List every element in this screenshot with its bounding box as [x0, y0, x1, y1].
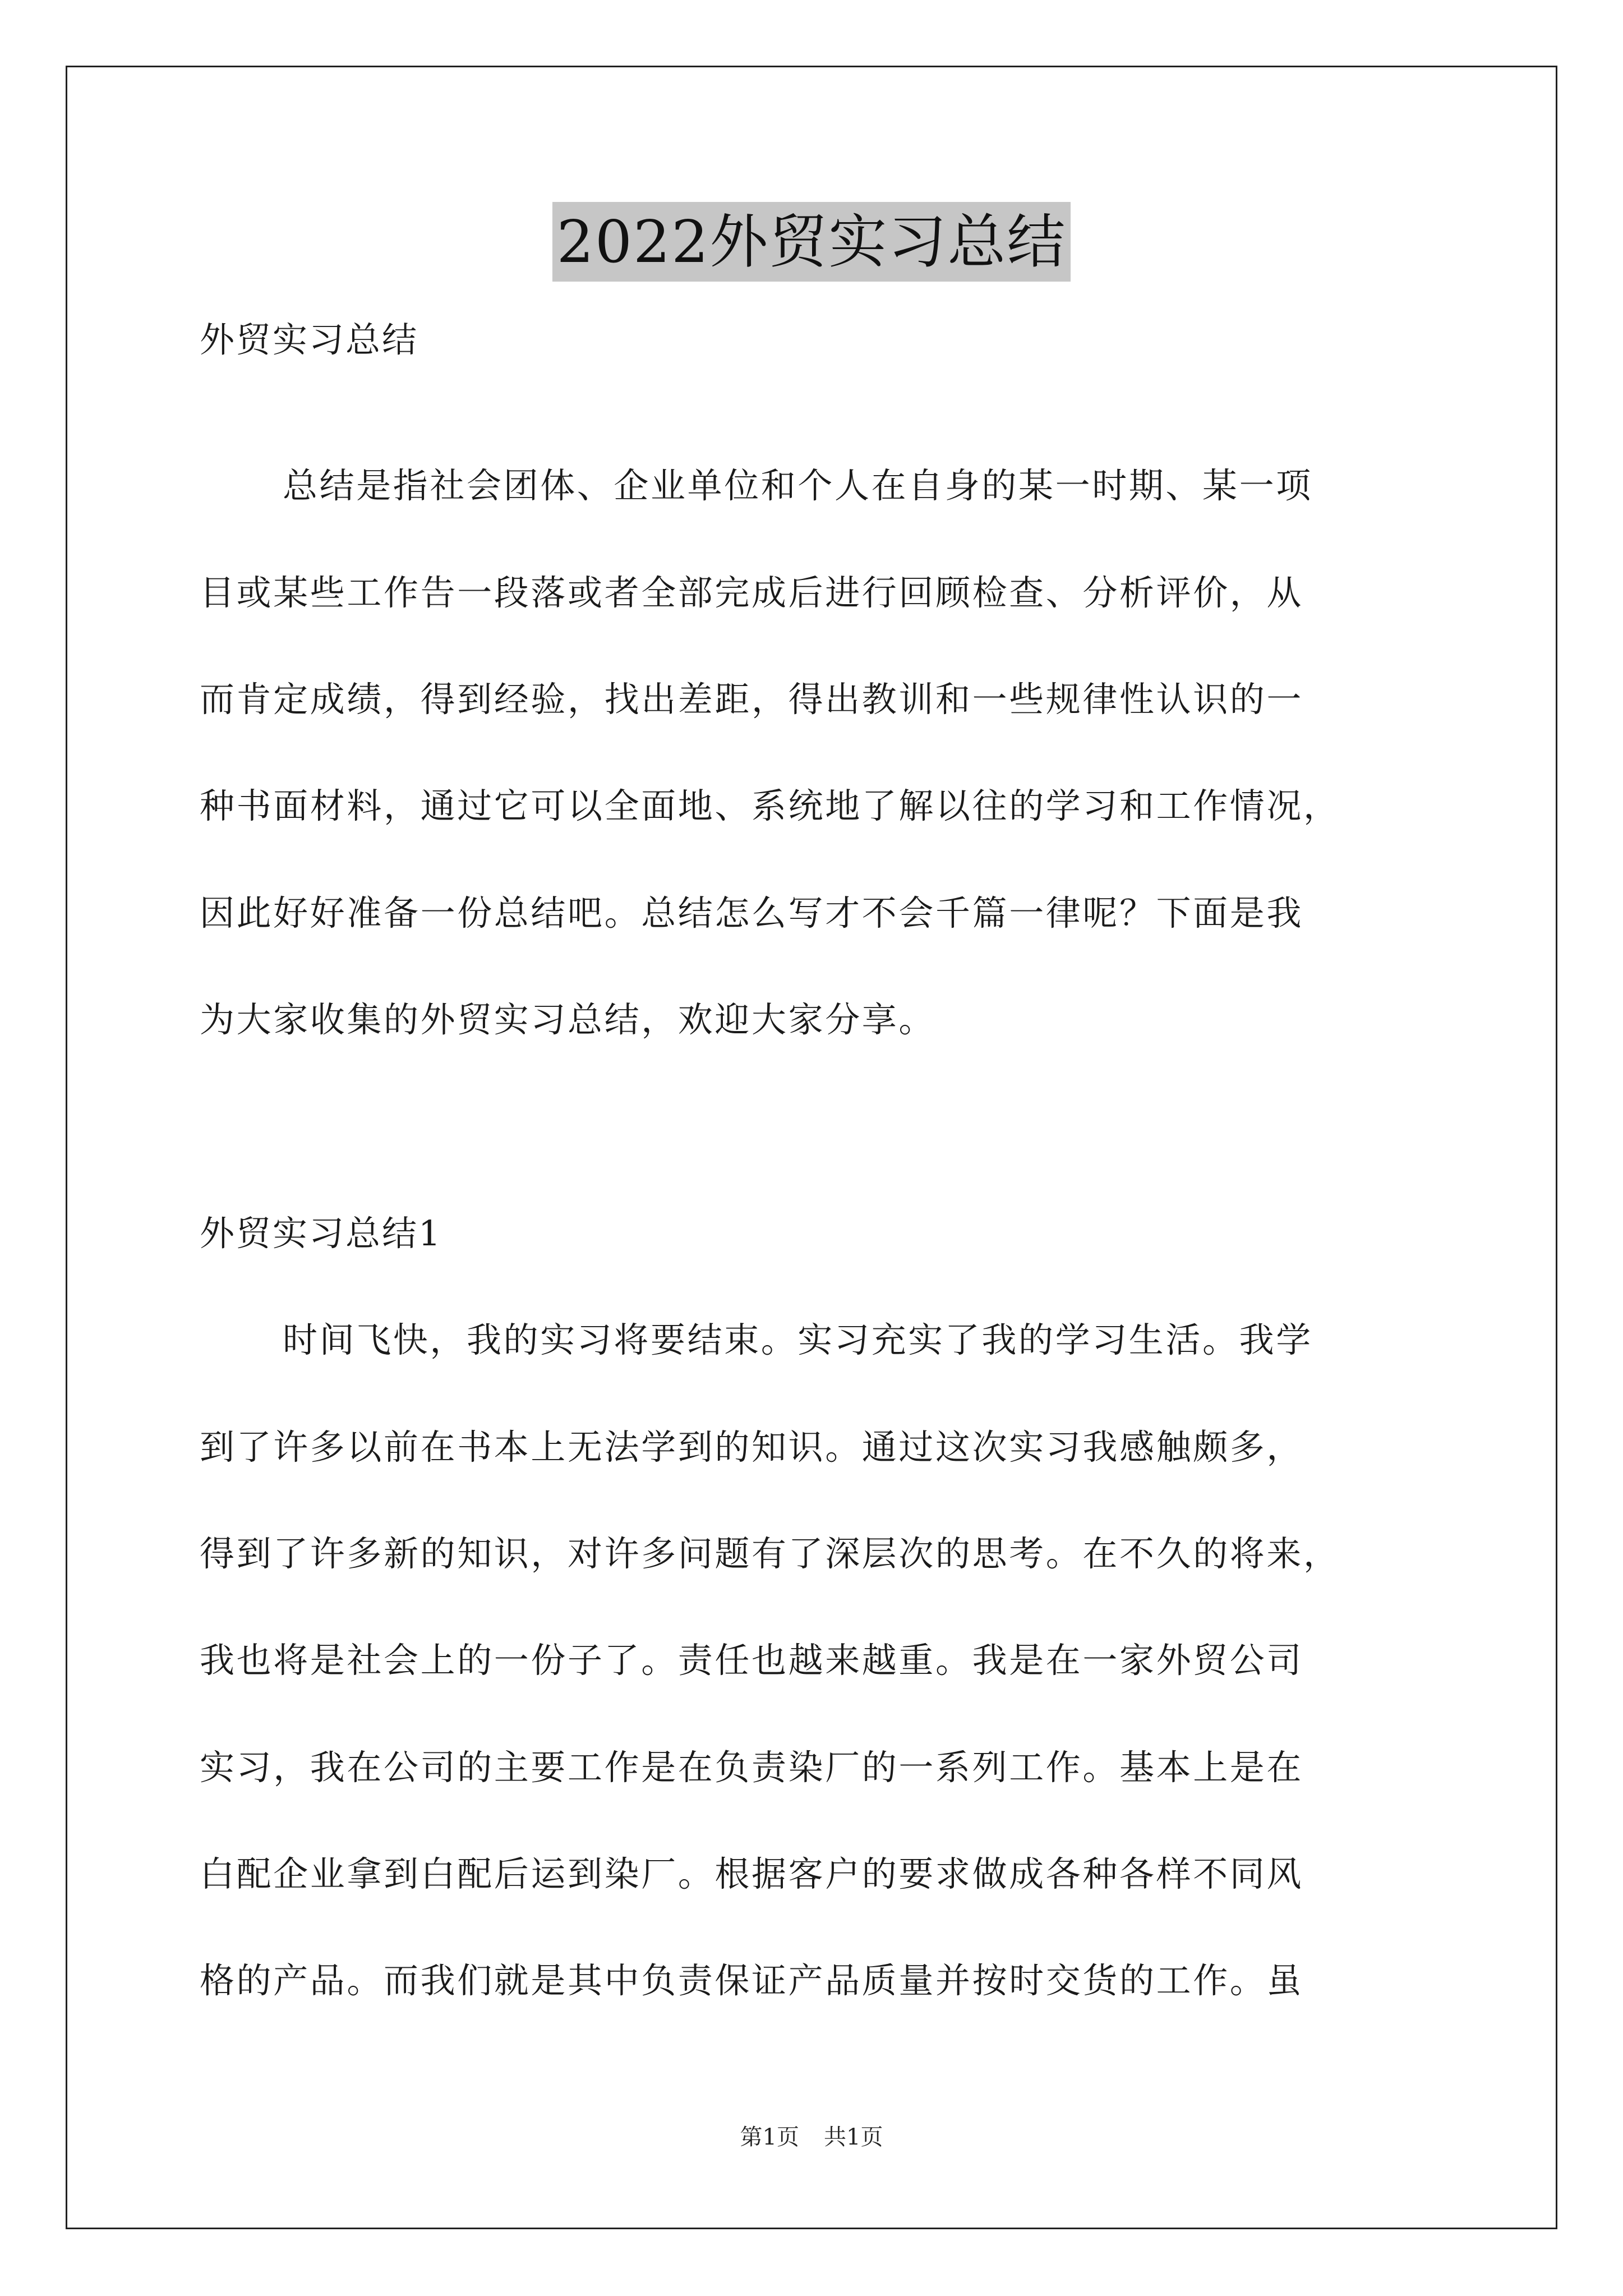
body-line: 实习，我在公司的主要工作是在负责染厂的一系列工作。基本上是在 [200, 1747, 1304, 1788]
page-border [66, 66, 1557, 2229]
body-line: 我也将是社会上的一份子了。责任也越来越重。我是在一家外贸公司 [200, 1640, 1304, 1681]
intro-line: 为大家收集的外贸实习总结，欢迎大家分享。 [200, 999, 936, 1040]
intro-line: 总结是指社会团体、企业单位和个人在自身的某一时期、某一项 [283, 465, 1313, 506]
intro-line: 而肯定成绩，得到经验，找出差距，得出教训和一些规律性认识的一 [200, 679, 1304, 720]
intro-line: 目或某些工作告一段落或者全部完成后进行回顾检查、分析评价，从 [200, 572, 1304, 613]
section-heading: 外贸实习总结 [200, 319, 419, 360]
body-line: 时间飞快，我的实习将要结束。实习充实了我的学习生活。我学 [283, 1319, 1313, 1360]
page-number: 第1页 [740, 2124, 799, 2150]
document-title: 2022外贸实习总结 [552, 202, 1071, 282]
title-container [0, 202, 1623, 282]
page-footer [0, 2120, 1623, 2154]
body-line: 到了许多以前在书本上无法学到的知识。通过这次实习我感触颇多， [200, 1427, 1304, 1467]
body-line: 白配企业拿到白配后运到染厂。根据客户的要求做成各种各样不同风 [200, 1853, 1304, 1894]
body-line: 得到了许多新的知识，对许多问题有了深层次的思考。在不久的将来， [200, 1533, 1340, 1574]
intro-line: 种书面材料，通过它可以全面地、系统地了解以往的学习和工作情况， [200, 785, 1340, 826]
page-total: 共1页 [824, 2124, 883, 2150]
subheading: 外贸实习总结1 [200, 1213, 442, 1254]
intro-line: 因此好好准备一份总结吧。总结怎么写才不会千篇一律呢？下面是我 [200, 892, 1304, 933]
body-line: 格的产品。而我们就是其中负责保证产品质量并按时交货的工作。虽 [200, 1960, 1304, 2001]
